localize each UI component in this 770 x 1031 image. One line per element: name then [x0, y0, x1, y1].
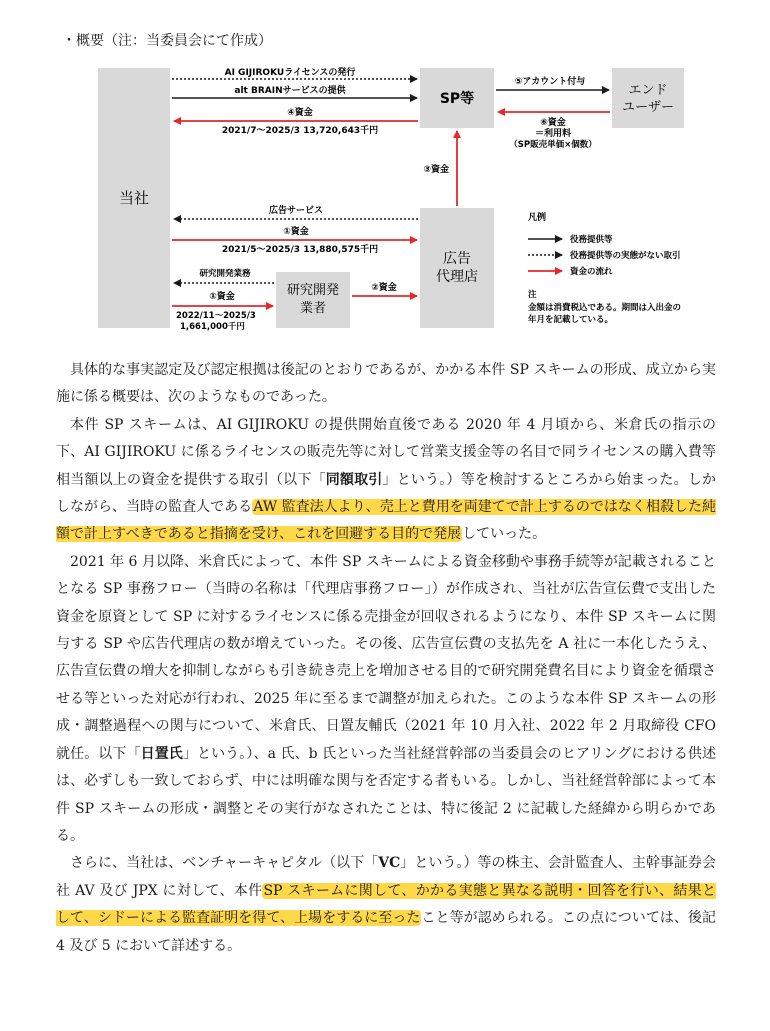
defined-term-same-amount: 同額取引	[325, 471, 383, 488]
legend-service-label: 役務提供等	[570, 235, 613, 245]
ad-agency-label-2: 代理店	[436, 269, 478, 285]
paragraph-2-text-a: 本件 SP スキームは、AI GIJIROKU の提供開始直後である 2020 年 4 月頃から、米倉氏の指示の下、AI GIJIROKU に係るライセンスの販売先等に対して営業支援金等の名目で同ライセンスの購入費等相当額以上の資金を提供する取引（以下「	[56, 416, 716, 488]
paragraph-4	[56, 850, 716, 960]
sp-label: SP等	[439, 91, 475, 107]
funds1b-period: 2022/11～2025/3	[176, 311, 256, 321]
end-user-label-2: ユーザー	[621, 100, 675, 115]
paragraph-4-text-a: さらに、当社は、ベンチャーキャピタル（以下「	[70, 855, 379, 872]
paragraph-2-text-c: していった。	[462, 526, 547, 543]
ad-service-label: 広告サービス	[268, 206, 324, 216]
funds6-label: ⑥資金	[540, 118, 566, 128]
usage-fee-note: （SP販売単価×個数）	[509, 140, 597, 150]
rd-vendor-label-2: 業者	[299, 301, 327, 316]
end-user-box	[612, 68, 684, 128]
highlight-auditor-warning: AW 監査法人より、売上と費用を両建てで計上するのではなく相殺した純額で計上すべきであると指摘を受け、これを回避する目的で発展	[56, 499, 717, 543]
paragraph-4-text-c: こと等が認められる。この点については、後記 4 及び 5 において詳述する。	[56, 910, 716, 954]
paragraph-3	[56, 549, 716, 850]
legend-note-line1: 金額は消費税込である。期間は入出金の	[528, 303, 682, 313]
funds4-period: 2021/7～2025/3 13,720,643千円	[221, 126, 379, 136]
ad-agency-box	[420, 208, 494, 328]
defined-term-vc: VC	[378, 855, 401, 872]
funds1b-amount: 1,661,000千円	[180, 322, 245, 332]
usage-fee-label: ＝利用料	[534, 129, 572, 139]
funds1-period: 2021/5～2025/3 13,880,575千円	[221, 245, 379, 255]
legend-no-substance-label: 役務提供等の実態がない取引	[570, 251, 681, 261]
paragraph-1	[56, 357, 716, 412]
account-grant-label: ⑤アカウント付与	[514, 77, 586, 87]
report-body	[56, 357, 716, 960]
rd-work-label: 研究開発業務	[199, 269, 251, 279]
company-label: 当社	[118, 189, 150, 207]
rd-vendor-label-1: 研究開発	[286, 283, 340, 298]
section-heading: ・概要（注：当委員会にて作成）	[62, 33, 272, 49]
end-user-label-1: エンド	[628, 83, 668, 98]
paragraph-3-text-b: 」という。）、a 氏、b 氏といった当社経営幹部の当委員会のヒアリングにおける供述は、必ずしも一致しておらず、中には明確な関与を否定する者もいる。しかし、当社経営幹部によって本件 SP スキームの形成・調整とその実行がなされたことは、特に後記 2 に記載した経緯から明らかである。	[56, 745, 716, 844]
legend-note-title: 注	[528, 290, 537, 300]
funds3-label: ③資金	[423, 165, 449, 175]
legend-note-line2: 年月を記載している。	[528, 315, 614, 325]
paragraph-1-text: 具体的な事実認定及び認定根拠は後記のとおりであるが、かかる本件 SP スキームの形成、成立から実施に係る概要は、次のようなものであった。	[56, 362, 716, 406]
paragraph-4-text-b: 」という。）等の株主、会計監査人、主幹事証券会社 AV 及び JPX に対して、本件	[56, 855, 716, 899]
ad-agency-label-1: 広告	[443, 251, 471, 267]
rd-vendor-box	[276, 272, 350, 328]
paragraph-3-text-a: 2021 年 6 月以降、米倉氏によって、本件 SP スキームによる資金移動や事務手続等が記載されることとなる SP 事務フロー（当時の名称は「代理店事務フロー」）が作成され、当社が広告宣伝費で支出した資金を原資として SP に対するライセンスに係る売掛金が回収されるようになり、本件 SP スキームに関与する SP や広告代理店の数が増えていった。その後、広告宣伝費の支払先を A 社に一本化したうえ、広告宣伝費の増大を抑制しながらも引き続き売上を増加させる目的で研究開発費名目により資金を循環させる等といった対応が行われ、2025 年に至るまで調整が加えられた。このような本件 SP スキームの形成・調整過程への関与について、米倉氏、日置友輔氏（2021 年 10 月入社、2022 年 2 月取締役 CFO 就任。以下「	[56, 553, 716, 762]
highlight-misrepresentation: SP スキームに関して、かかる実態と異なる説明・回答を行い、結果として、シドーによる監査証明を得て、上場をするに至った	[56, 882, 717, 927]
defined-term-hioki: 日置氏	[140, 745, 183, 762]
paragraph-2-text-b: 」という。）等を検討するところから始まった。しかしながら、当時の監査人である	[56, 471, 717, 516]
funds1b-label: ①資金	[209, 292, 235, 302]
legend-fund-flow-label: 資金の流れ	[570, 267, 613, 277]
legend-title: 凡例	[528, 213, 547, 223]
paragraph-2	[56, 412, 716, 549]
scheme-diagram	[0, 0, 770, 340]
funds4-label: ④資金	[287, 108, 313, 118]
license-issue-label: AI GIJIROKUライセンスの発行	[224, 68, 356, 78]
brain-service-label: alt BRAINサービスの提供	[234, 86, 346, 96]
funds1-label: ①資金	[283, 227, 309, 237]
funds2-label: ②資金	[371, 283, 397, 293]
